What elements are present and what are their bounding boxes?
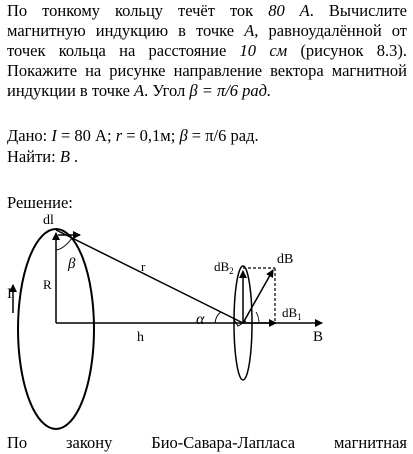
problem-text-5: . Угол xyxy=(144,81,190,100)
current-value: 80 А xyxy=(268,1,310,20)
ring-field-figure xyxy=(0,205,413,435)
word-1: По xyxy=(7,433,28,452)
angle-value: β = π/6 рад. xyxy=(189,81,272,100)
label-beta: β xyxy=(68,256,76,272)
small-alpha-arc xyxy=(256,312,259,323)
word-2: закону xyxy=(66,433,113,452)
label-db1: $dB_1$ xyxy=(282,305,302,322)
find-symbol: B xyxy=(59,147,70,166)
problem-text-4: (рисунок 8.3). Покажите на рисунке направление вектора магнитной индукции в точке xyxy=(7,41,407,100)
given-radius-value: = 0,1м; xyxy=(122,126,180,145)
problem-text-1: По тонкому кольцу течёт ток xyxy=(7,1,269,20)
given-angle-value: = π/6 рад. xyxy=(187,126,259,145)
label-I: I xyxy=(7,286,12,302)
word-4: магнитная xyxy=(333,433,407,452)
label-db2: $dB_2$ xyxy=(214,259,234,276)
continuation-line xyxy=(7,433,407,453)
problem-text-2: . Вычислите магнитную индукцию в точке xyxy=(7,1,407,40)
given-angle-symbol: β xyxy=(179,126,188,145)
alpha-arc xyxy=(215,312,221,323)
problem-text-3: , равноудалённой от точек кольца на расстояние xyxy=(7,21,408,60)
word-3: Био-Савара-Лапласа xyxy=(151,433,296,452)
beta-arc xyxy=(56,238,72,250)
find-label: Найти: xyxy=(7,147,60,166)
given-radius-symbol: r xyxy=(115,126,123,145)
find-tail: . xyxy=(69,147,79,166)
find-line xyxy=(7,147,78,167)
label-r: r xyxy=(141,259,146,274)
given-line xyxy=(7,126,259,146)
given-current-symbol: I xyxy=(51,126,57,145)
distance-value: 10 см xyxy=(239,41,288,60)
label-B: B xyxy=(313,329,324,345)
label-h: h xyxy=(137,330,144,345)
label-dl: dl xyxy=(43,213,54,228)
db-arrow xyxy=(243,270,273,323)
label-R: R xyxy=(43,277,52,292)
label-db: dB xyxy=(277,252,294,267)
problem-statement xyxy=(7,1,407,101)
solution-label: Решение: xyxy=(7,193,73,212)
point-a-label: А xyxy=(244,21,255,40)
label-alpha: α xyxy=(196,311,205,328)
given-current-value: = 80 А; xyxy=(56,126,116,145)
point-a-label-2: А xyxy=(134,81,145,100)
r-line xyxy=(56,230,243,323)
given-label: Дано: xyxy=(7,126,52,145)
